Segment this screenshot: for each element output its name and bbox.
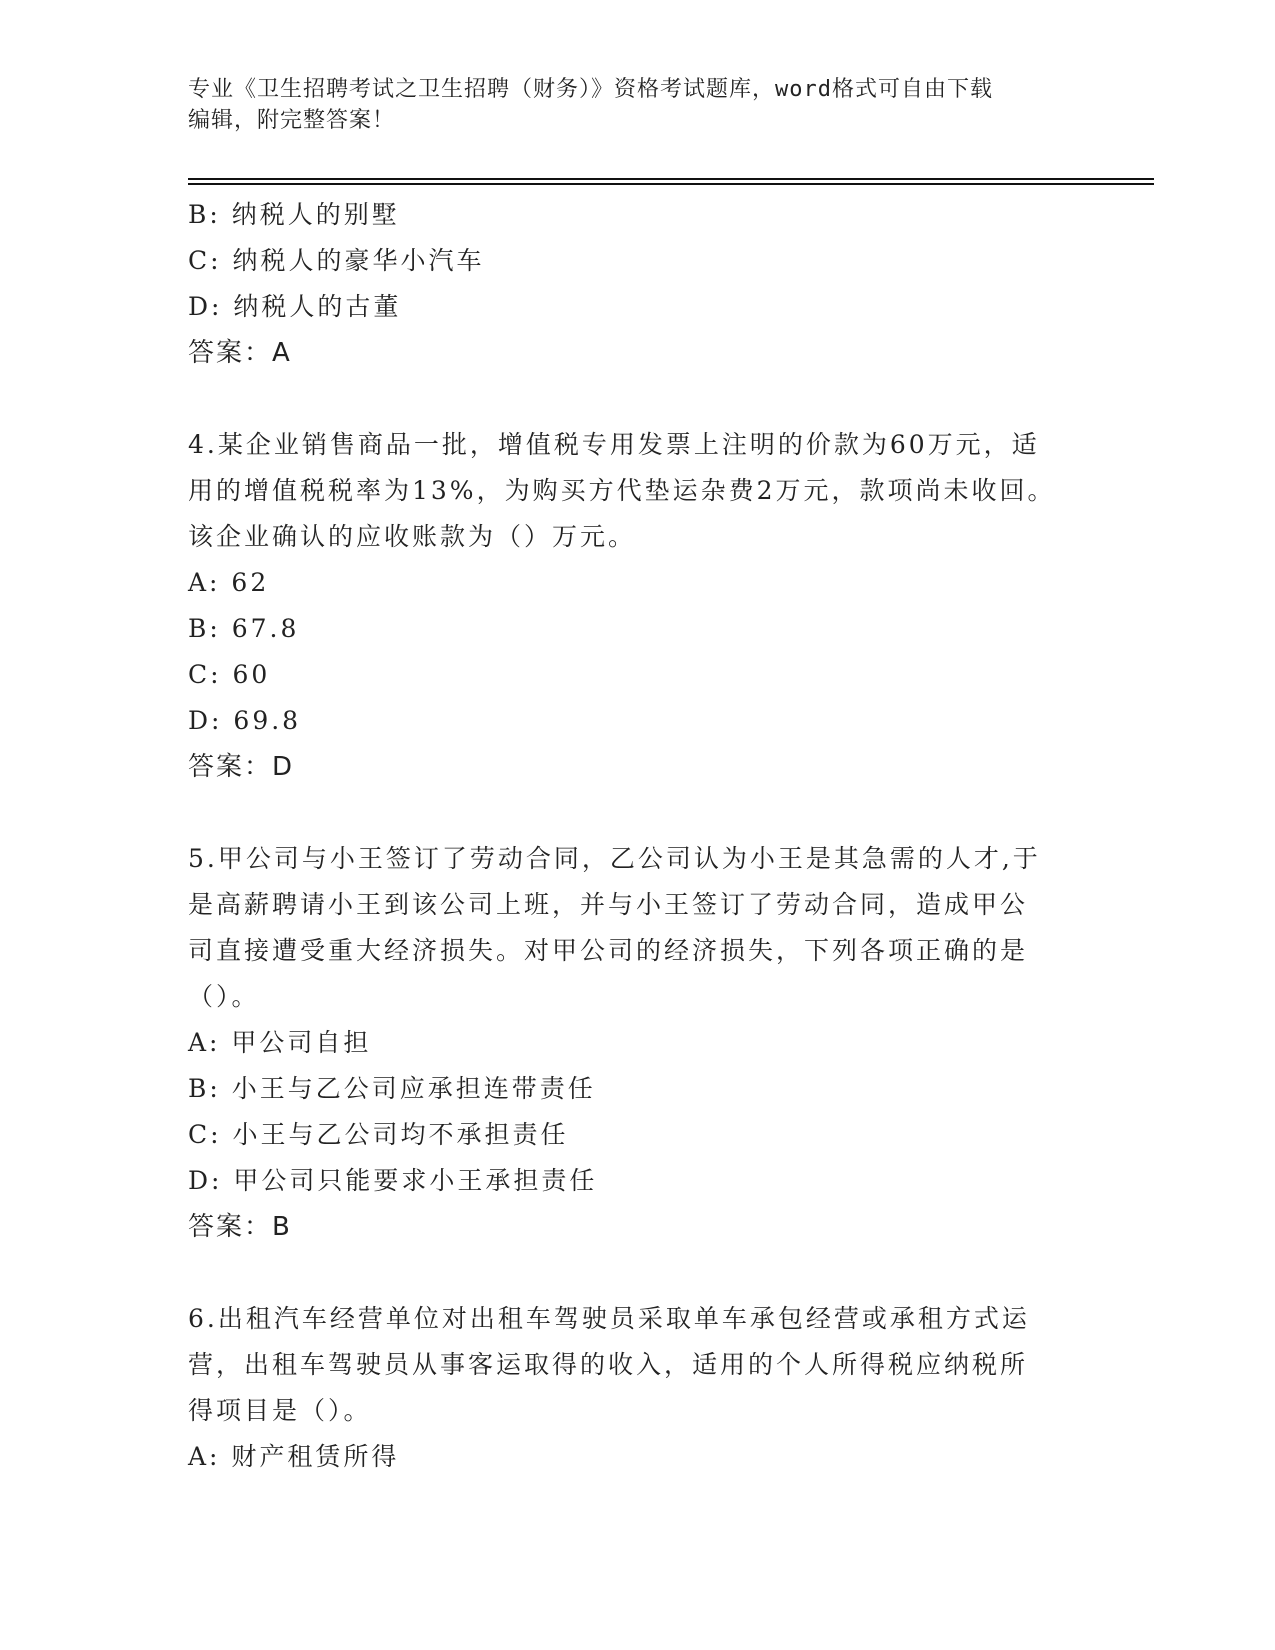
- question-3: [188, 192, 1068, 376]
- option-a: A: 甲公司自担: [188, 1028, 372, 1057]
- option-a: A: 财产租赁所得: [188, 1442, 400, 1471]
- question-stem-line: 该企业确认的应收账款为（）万元。: [188, 522, 637, 551]
- spacer: [188, 790, 1068, 836]
- question-stem-line: （）。: [188, 982, 260, 1011]
- question-stem-line: 4.某企业销售商品一批，增值税专用发票上注明的价款为60万元，适: [188, 430, 1040, 459]
- header-divider-bottom: [188, 183, 1154, 185]
- option-b: B: 小王与乙公司应承担连带责任: [188, 1074, 596, 1103]
- question-stem-line: 得项目是（）。: [188, 1396, 372, 1425]
- answer-line: 答案：A: [188, 338, 292, 368]
- spacer: [188, 376, 1068, 422]
- option-d: D: 纳税人的古董: [188, 292, 402, 321]
- option-b: B: 纳税人的别墅: [188, 200, 400, 229]
- question-content: [188, 192, 1068, 1480]
- question-stem-line: 营，出租车驾驶员从事客运取得的收入，适用的个人所得税应纳税所: [188, 1350, 1029, 1379]
- option-b: B: 67.8: [188, 614, 300, 643]
- document-header: [188, 74, 1088, 136]
- option-d: D: 甲公司只能要求小王承担责任: [188, 1166, 598, 1195]
- question-4: [188, 422, 1068, 790]
- option-a: A: 62: [188, 568, 270, 597]
- header-line-2: 编辑，附完整答案！: [188, 108, 396, 133]
- option-d: D: 69.8: [188, 706, 302, 735]
- header-divider-top: [188, 178, 1154, 180]
- answer-line: 答案：B: [188, 1212, 292, 1242]
- question-stem-line: 司直接遭受重大经济损失。对甲公司的经济损失，下列各项正确的是: [188, 936, 1029, 965]
- option-c: C: 纳税人的豪华小汽车: [188, 246, 485, 275]
- question-stem-line: 5.甲公司与小王签订了劳动合同，乙公司认为小王是其急需的人才,于: [188, 844, 1041, 873]
- header-line-1: 专业《卫生招聘考试之卫生招聘（财务）》资格考试题库，word格式可自由下载: [188, 77, 993, 102]
- question-5: [188, 836, 1068, 1250]
- question-stem-line: 是高薪聘请小王到该公司上班，并与小王签订了劳动合同，造成甲公: [188, 890, 1029, 919]
- answer-line: 答案：D: [188, 752, 295, 782]
- spacer: [188, 1250, 1068, 1296]
- question-6: [188, 1296, 1068, 1480]
- question-stem-line: 6.出租汽车经营单位对出租车驾驶员采取单车承包经营或承租方式运: [188, 1304, 1030, 1333]
- question-stem-line: 用的增值税税率为13%，为购买方代垫运杂费2万元，款项尚未收回。: [188, 476, 1056, 505]
- option-c: C: 60: [188, 660, 271, 689]
- option-c: C: 小王与乙公司均不承担责任: [188, 1120, 569, 1149]
